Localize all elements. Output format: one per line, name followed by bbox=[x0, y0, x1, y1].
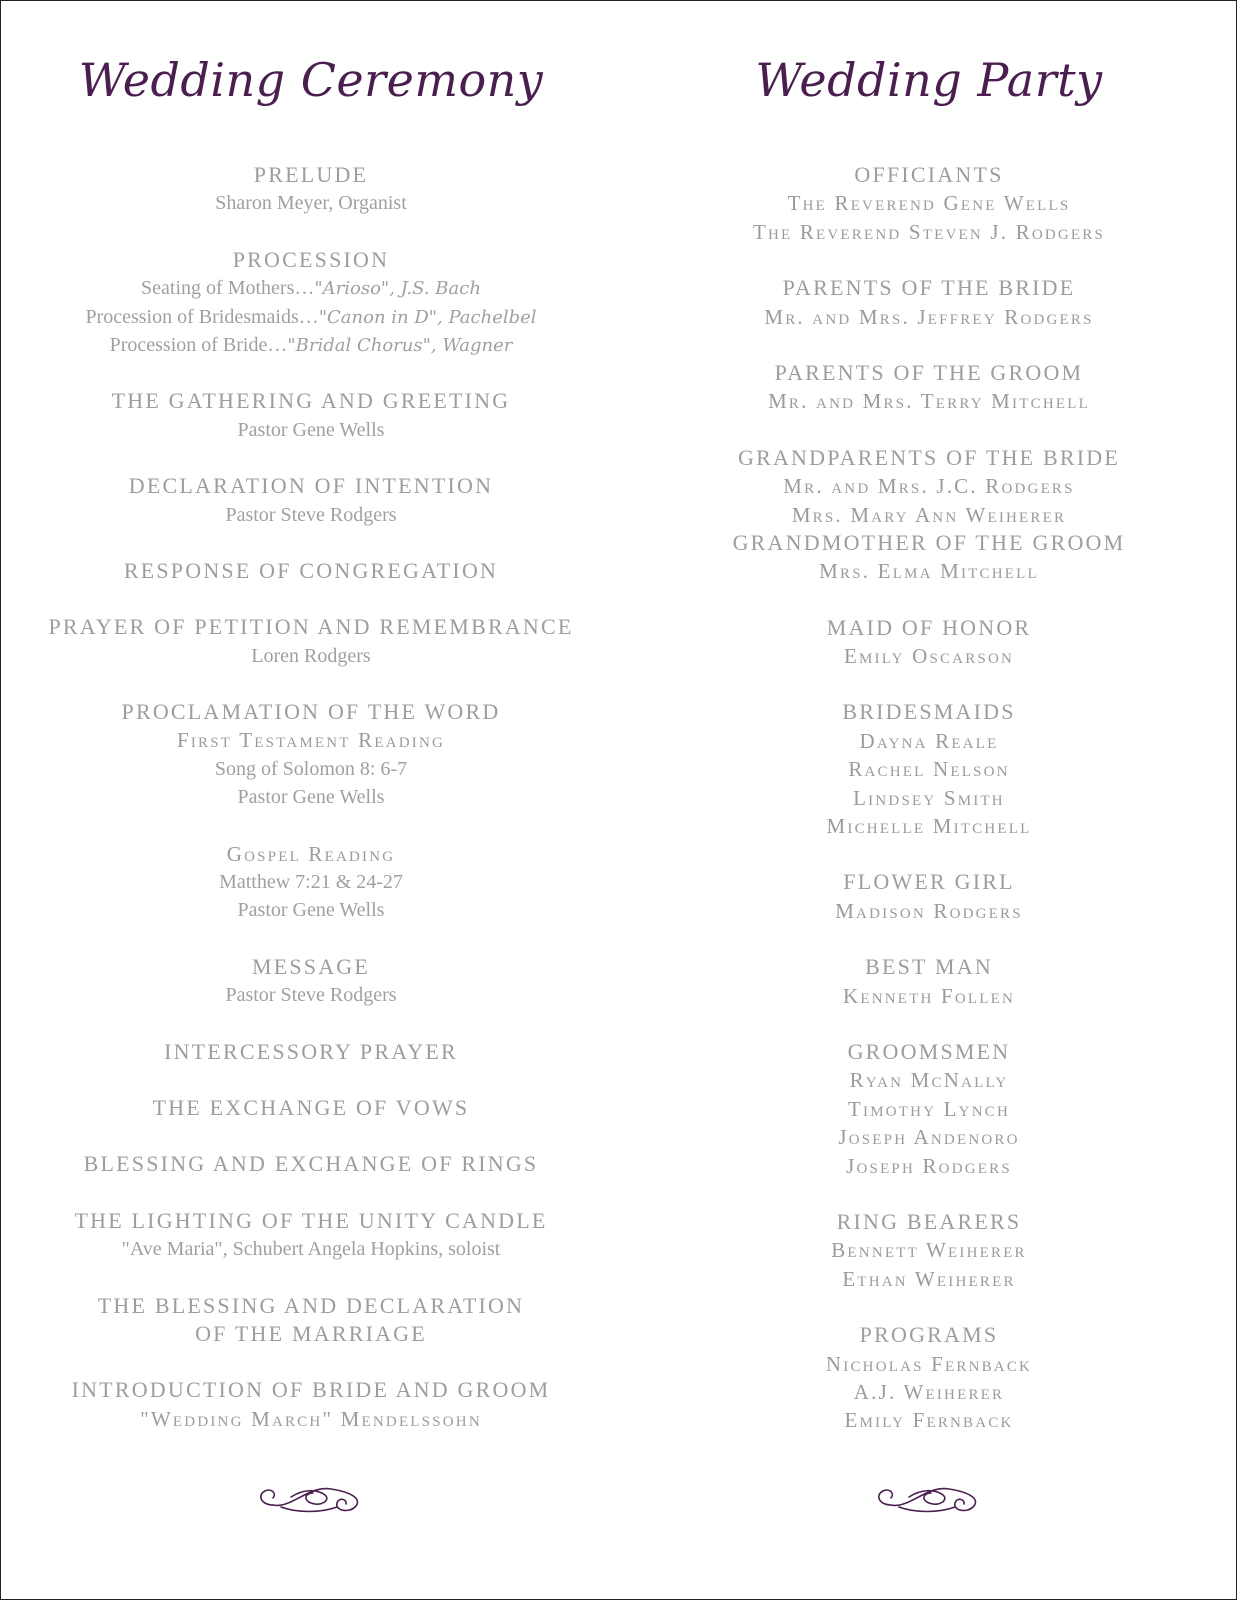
procession-label: Procession of Bridesmaids… bbox=[85, 305, 319, 328]
section-detail: Sharon Meyer, Organist bbox=[215, 192, 407, 215]
section-heading: MESSAGE bbox=[251, 953, 371, 979]
member-name: Michelle Mitchell bbox=[826, 814, 1032, 839]
ceremony-order bbox=[31, 161, 591, 1433]
role-heading: PARENTS OF THE BRIDE bbox=[782, 275, 1076, 301]
role-heading: GROOMSMEN bbox=[847, 1038, 1011, 1064]
member-name: Kenneth Follen bbox=[842, 983, 1016, 1008]
member-name: The Reverend Steven J. Rodgers bbox=[752, 219, 1106, 244]
music-piece: "Arioso", J.S. Bach bbox=[314, 278, 481, 300]
section-heading: PROCESSION bbox=[232, 246, 390, 272]
role-heading: BEST MAN bbox=[865, 954, 993, 980]
role-heading: PARENTS OF THE GROOM bbox=[774, 359, 1084, 385]
member-name: Mr. and Mrs. Jeffrey Rodgers bbox=[764, 304, 1094, 329]
music-piece: "Canon in D", Pachelbel bbox=[318, 306, 537, 328]
section-heading: PROCLAMATION OF THE WORD bbox=[121, 699, 501, 725]
section-detail: Song of Solomon 8: 6-7 bbox=[214, 757, 408, 780]
role-heading: FLOWER GIRL bbox=[843, 869, 1015, 895]
section-detail: Pastor Steve Rodgers bbox=[225, 503, 397, 526]
procession-line bbox=[31, 303, 591, 331]
section-detail: "Ave Maria", Schubert Angela Hopkins, soloist bbox=[121, 1238, 501, 1261]
procession-line bbox=[31, 331, 591, 359]
member-name: Mrs. Mary Ann Weiherer bbox=[791, 502, 1067, 527]
section-heading: THE GATHERING AND GREETING bbox=[111, 388, 511, 414]
section-heading: THE EXCHANGE OF VOWS bbox=[152, 1094, 470, 1120]
party-title: Wedding Party bbox=[755, 53, 1103, 107]
member-name: Mr. and Mrs. Terry Mitchell bbox=[768, 389, 1090, 414]
section-heading: THE LIGHTING OF THE UNITY CANDLE bbox=[74, 1207, 548, 1233]
role-heading: PROGRAMS bbox=[859, 1322, 999, 1348]
reading-title: First Testament Reading bbox=[176, 728, 446, 753]
section-heading-continued: OF THE MARRIAGE bbox=[195, 1320, 427, 1346]
procession-line bbox=[31, 274, 591, 302]
role-heading: OFFICIANTS bbox=[854, 162, 1004, 187]
member-name: Madison Rodgers bbox=[835, 898, 1023, 923]
party-list bbox=[709, 161, 1149, 1435]
section-detail: Matthew 7:21 & 24-27 bbox=[219, 871, 403, 894]
member-name: Joseph Rodgers bbox=[846, 1153, 1012, 1178]
reading-title: Gospel Reading bbox=[226, 841, 396, 866]
music-piece: "Bridal Chorus", Wagner bbox=[287, 334, 513, 356]
section-heading: INTERCESSORY PRAYER bbox=[164, 1038, 458, 1064]
section-detail: Pastor Steve Rodgers bbox=[225, 984, 397, 1007]
role-heading: RING BEARERS bbox=[836, 1208, 1022, 1234]
member-name: Emily Fernback bbox=[844, 1408, 1014, 1433]
ceremony-title: Wedding Ceremony bbox=[78, 53, 544, 107]
recessional-music: "Wedding March" Mendelssohn bbox=[140, 1406, 482, 1431]
section-heading: PRELUDE bbox=[253, 162, 369, 187]
scroll-flourish-icon bbox=[251, 1479, 371, 1519]
member-name: Mr. and Mrs. J.C. Rodgers bbox=[783, 474, 1075, 499]
section-heading: PRAYER OF PETITION AND REMEMBRANCE bbox=[48, 614, 574, 640]
scroll-flourish-icon bbox=[869, 1479, 989, 1519]
member-name: The Reverend Gene Wells bbox=[787, 191, 1071, 216]
section-heading: THE BLESSING AND DECLARATION bbox=[97, 1292, 525, 1318]
procession-label: Procession of Bride… bbox=[109, 333, 288, 356]
member-name: Mrs. Elma Mitchell bbox=[819, 559, 1039, 584]
section-detail: Pastor Gene Wells bbox=[237, 786, 385, 809]
member-name: Bennett Weiherer bbox=[831, 1238, 1027, 1263]
role-heading: MAID OF HONOR bbox=[826, 614, 1032, 640]
member-name: Joseph Andenoro bbox=[838, 1125, 1020, 1150]
member-name: Lindsey Smith bbox=[853, 785, 1005, 810]
member-name: Ethan Weiherer bbox=[842, 1266, 1016, 1291]
section-detail: Pastor Gene Wells bbox=[237, 899, 385, 922]
member-name: Timothy Lynch bbox=[847, 1096, 1010, 1121]
role-heading: GRANDPARENTS OF THE BRIDE bbox=[738, 444, 1120, 470]
member-name: Dayna Reale bbox=[859, 728, 999, 753]
member-name: A.J. Weiherer bbox=[853, 1379, 1005, 1404]
role-heading: BRIDESMAIDS bbox=[842, 699, 1016, 725]
member-name: Emily Oscarson bbox=[843, 644, 1015, 669]
section-heading: BLESSING AND EXCHANGE OF RINGS bbox=[83, 1151, 539, 1177]
role-heading: GRANDMOTHER OF THE GROOM bbox=[732, 529, 1126, 555]
section-heading: DECLARATION OF INTENTION bbox=[128, 473, 494, 499]
member-name: Ryan McNally bbox=[849, 1068, 1009, 1093]
section-heading: RESPONSE OF CONGREGATION bbox=[123, 557, 499, 583]
member-name: Rachel Nelson bbox=[848, 757, 1010, 782]
section-heading: INTRODUCTION OF BRIDE AND GROOM bbox=[71, 1377, 551, 1403]
section-detail: Pastor Gene Wells bbox=[237, 418, 385, 441]
member-name: Nicholas Fernback bbox=[825, 1351, 1033, 1376]
section-detail: Loren Rodgers bbox=[251, 644, 371, 667]
procession-label: Seating of Mothers… bbox=[141, 277, 315, 300]
